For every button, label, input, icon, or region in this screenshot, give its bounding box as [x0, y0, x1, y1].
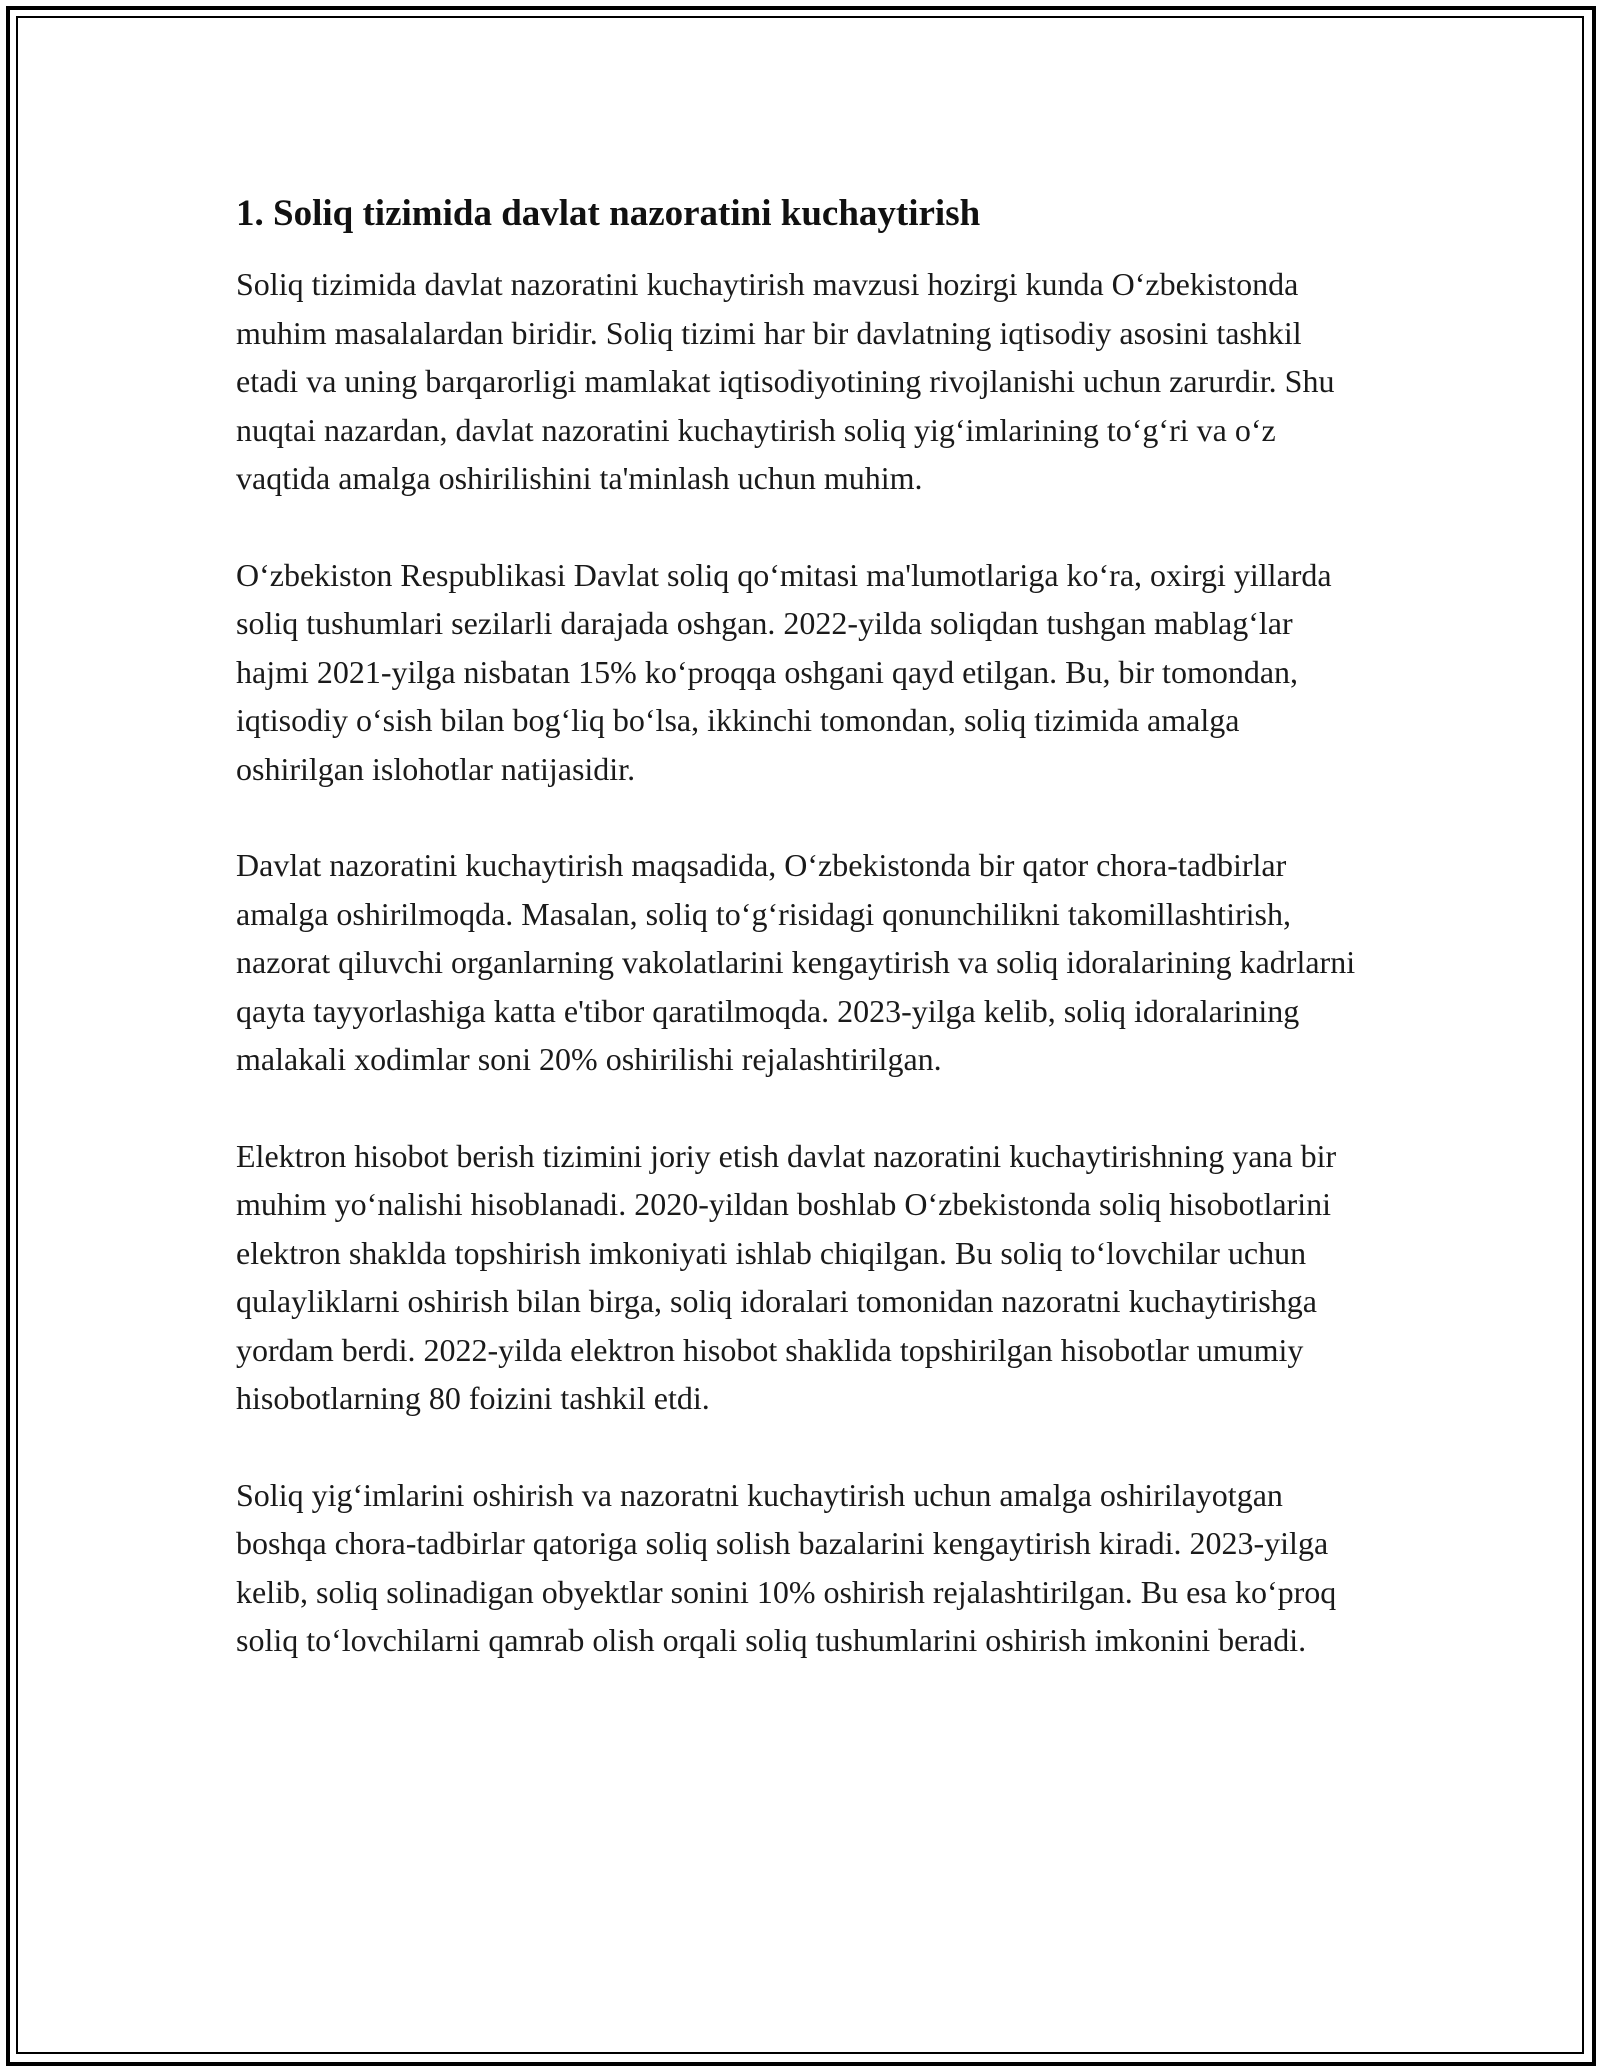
paragraph-1: Soliq tizimida davlat nazoratini kuchaytirish mavzusi hozirgi kunda O‘zbekistonda muhim masalalardan biridir. Soliq tizimi har bir davlatning iqtisodiy asosini tashkil etadi va uning barqarorligi mamlakat iqtisodiyotining rivojlanishi uchun zarurdir. Shu nuqtai nazardan, davlat nazoratini kuchaytirish soliq yig‘imlarining to‘g‘ri va o‘z vaqtida amalga oshirilishini ta'minlash uchun muhim.: [236, 266, 1335, 496]
paragraph-3: Davlat nazoratini kuchaytirish maqsadida, O‘zbekistonda bir qator chora-tadbirlar amalga oshirilmoqda. Masalan, soliq to‘g‘risidagi qonunchilikni takomillashtirish, nazorat qiluvchi organlarning vakolatlarini kengaytirish va soliq idoralarining kadrlarni qayta tayyorlashiga katta e'tibor qaratilmoqda. 2023-yilga kelib, soliq idoralarining malakali xodimlar soni 20% oshirilishi rejalashtirilgan.: [236, 847, 1356, 1077]
paragraph-5: Soliq yig‘imlarini oshirish va nazoratni kuchaytirish uchun amalga oshirilayotgan boshqa chora-tadbirlar qatoriga soliq solish bazalarini kengaytirish kiradi. 2023-yilga kelib, soliq solinadigan obyektlar sonini 10% oshirish rejalashtirilgan. Bu esa ko‘proq soliq to‘lovchilarni qamrab olish orqali soliq tushumlarini oshirish imkonini beradi.: [236, 1476, 1337, 1658]
document-body: [236, 188, 1366, 1713]
paragraph-2: O‘zbekiston Respublikasi Davlat soliq qo‘mitasi ma'lumotlariga ko‘ra, oxirgi yillarda soliq tushumlari sezilarli darajada oshgan. 2022-yilda soliqdan tushgan mablag‘lar hajmi 2021-yilga nisbatan 15% ko‘proqqa oshgani qayd etilgan. Bu, bir tomondan, iqtisodiy o‘sish bilan bog‘liq bo‘lsa, ikkinchi tomondan, soliq tizimida amalga oshirilgan islohotlar natijasidir.: [236, 556, 1332, 787]
section-heading: 1. Soliq tizimida davlat nazoratini kuchaytirish: [236, 193, 981, 234]
paragraph-4: Elektron hisobot berish tizimini joriy etish davlat nazoratini kuchaytirishning yana bir muhim yo‘nalishi hisoblanadi. 2020-yildan boshlab O‘zbekistonda soliq hisobotlarini elektron shaklda topshirish imkoniyati ishlab chiqilgan. Bu soliq to‘lovchilar uchun qulayliklarni oshirish bilan birga, soliq idoralari tomonidan nazoratni kuchaytirishga yordam berdi. 2022-yilda elektron hisobot shaklida topshirilgan hisobotlar umumiy hisobotlarning 80 foizini tashkil etdi.: [236, 1137, 1337, 1416]
